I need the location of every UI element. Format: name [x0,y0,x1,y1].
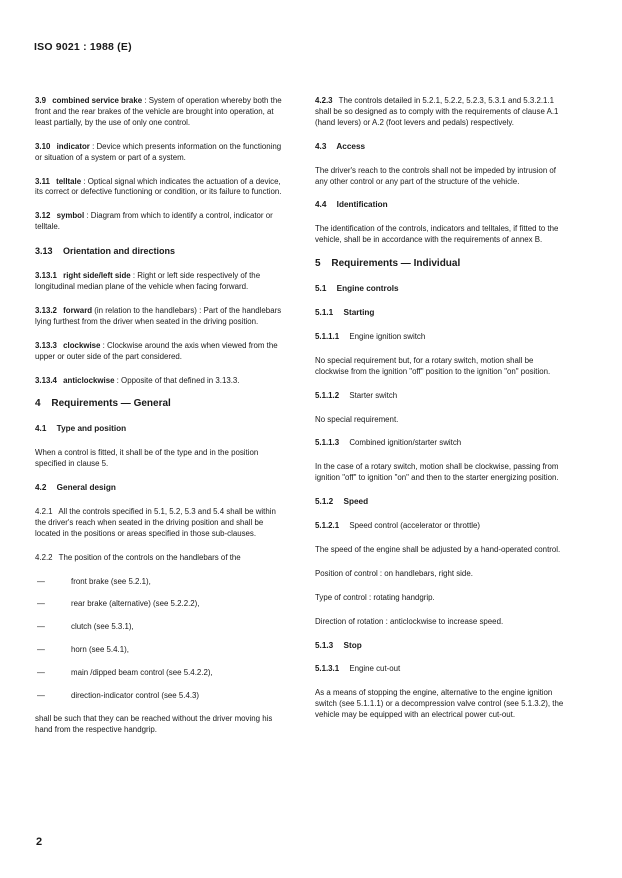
list-item: — front brake (see 5.2.1), [35,577,289,588]
clause-number: 5.1.1.1 [315,331,340,341]
list-item: — rear brake (alternative) (see 5.2.2.2), [35,599,289,610]
heading-4-3 [315,142,568,153]
clause-3-13-3 [35,341,289,363]
definition-text: : Optical signal which indicates the actuation of a device, its correct or defective functioning or condition, or its failure to function. [35,176,282,197]
clause-3-9 [35,96,289,129]
clause-number: 5.1.2 [315,497,334,507]
clause-5-1-2-1-text: The speed of the engine shall be adjusted by a hand-operated control. [315,544,561,554]
heading-4-2 [35,483,289,494]
heading-5-1-3-1 [315,664,568,675]
heading-title: Speed [343,497,369,507]
clause-number: 3.13.4 [35,375,57,385]
heading-title: General design [56,483,116,493]
heading-5 [315,259,568,270]
left-column [35,96,289,749]
clause-3-10 [35,142,289,164]
heading-5-1-1 [315,308,568,319]
clause-5-1-1-3-text: In the case of a rotary switch, motion shall be clockwise, passing from ignition "off" to ignition "on" and then to the starter energizing position. [315,462,559,483]
clause-number: 3.11 [35,176,50,186]
clause-number: 3.13.1 [35,271,57,281]
clause-5-1-3-1-text: As a means of stopping the engine, alternative to the engine ignition switch (see 5.1.1.1) or a decompression valve control (see 5.1.3.2), the vehicle may be equipped with an electrical power cut-out. [315,688,564,720]
clause-4-2-1 [35,507,289,540]
heading-title: Requirements — General [51,398,171,410]
term: clockwise [63,340,101,350]
clause-number: 5.1.1 [315,307,334,317]
page-number: 2 [36,836,43,848]
handlebar-controls-list [35,577,289,702]
clause-3-13-2 [35,306,289,328]
heading-title: Type and position [56,424,127,434]
heading-title: Access [336,141,366,151]
heading-title: Orientation and directions [63,246,176,257]
heading-4-4 [315,200,568,211]
heading-title: Identification [336,200,388,210]
clause-number: 4.4 [315,200,327,210]
clause-3-13-1 [35,271,289,293]
control-position: Position of control : on handlebars, right side. [315,568,473,578]
term: symbol [56,211,85,221]
clause-number: 4.2.3 [315,96,333,105]
clause-4-2-2 [35,553,289,564]
heading-4 [35,399,289,410]
clause-number: 4.1 [35,424,47,434]
clause-3-11 [35,177,289,199]
definition-text: : Device which presents information on the functioning or situation of a system or part of a system. [35,141,282,162]
heading-5-1-1-3 [315,438,568,449]
clause-number: 4.2 [35,483,47,493]
clause-4-3-text: The driver's reach to the controls shall not be impeded by intrusion of any other control or any part of the structure of the vehicle. [315,165,556,186]
clause-text: The controls detailed in 5.2.1, 5.2.2, 5.2.3, 5.3.1 and 5.3.2.1.1 shall be so designed as to comply with the requirements of clause A.1 (hand levers) or A.2 (foot levers and pedals) respectively. [315,96,559,127]
definition-text: : Diagram from which to identify a control, indicator or telltale. [35,211,273,232]
clause-number: 5 [315,258,321,270]
heading-title: Starting [343,307,375,317]
list-item: — clutch (see 5.3.1), [35,622,289,633]
clause-number: 3.13.2 [35,305,57,315]
heading-4-1 [35,424,289,435]
clause-number: 3.13.3 [35,340,57,350]
document-header: ISO 9021 : 1988 (E) [34,41,132,53]
definition-text: : Right or left side respectively of the longitudinal median plane of the vehicle when facing forward. [35,271,261,291]
clause-4-2-2-after: shall be such that they can be reached without the driver moving his hand from the respective handgrip. [35,714,273,734]
heading-title: Engine cut-out [349,664,401,674]
list-item: — main /dipped beam control (see 5.4.2.2), [35,668,289,679]
clause-number: 5.1.2.1 [315,521,340,531]
heading-5-1-2-1 [315,521,568,532]
heading-3-13 [35,246,289,257]
clause-number: 5.1.3.1 [315,664,340,674]
clause-number: 5.1.1.2 [315,390,340,400]
term: forward [63,305,93,315]
clause-3-13-4 [35,376,289,387]
control-direction: Direction of rotation : anticlockwise to increase speed. [315,616,504,626]
definition-text: : Opposite of that defined in 3.13.3. [116,375,240,385]
heading-title: Starter switch [349,390,398,400]
clause-number: 4 [35,398,41,410]
clause-5-1-1-2-text: No special requirement. [315,414,399,424]
heading-5-1-3 [315,641,568,652]
definition-text: : Clockwise around the axis when viewed from the upper or outer side of the part considered. [35,340,278,361]
clause-number: 4.3 [315,141,327,151]
clause-number: 3.12 [35,211,51,221]
definition-text: (in relation to the handlebars) : Part of the handlebars lying furthest from the driver when seated in the driving position. [35,305,282,326]
control-type: Type of control : rotating handgrip. [315,592,435,602]
clause-number: 3.10 [35,141,51,151]
clause-4-1-text: When a control is fitted, it shall be of the type and in the position specified in clause 5. [35,448,259,469]
heading-title: Speed control (accelerator or throttle) [349,521,481,531]
term: combined service brake [52,96,143,105]
clause-text: All the controls specified in 5.1, 5.2, 5.3 and 5.4 shall be within the driver's reach when seated in the driving position and shall be located in the positions or areas specified in those sub-clauses. [35,506,276,538]
clause-number: 5.1.3 [315,640,334,650]
clause-number: 4.2.2 [35,552,53,562]
heading-5-1 [315,284,568,295]
term: right side/left side [63,271,131,281]
heading-title: Requirements — Individual [331,258,461,270]
right-column [315,96,568,734]
clause-number: 5.1.1.3 [315,438,340,448]
heading-5-1-1-1 [315,332,568,343]
clause-3-12 [35,211,289,233]
clause-number: 5.1 [315,284,327,294]
clause-number: 3.9 [35,96,46,105]
list-item: — horn (see 5.4.1), [35,645,289,656]
clause-number: 3.13 [35,246,53,257]
heading-5-1-2 [315,497,568,508]
clause-number: 4.2.1 [35,506,53,516]
list-item: — direction-indicator control (see 5.4.3) [35,691,289,702]
term: indicator [56,141,90,151]
clause-5-1-1-1-text: No special requirement but, for a rotary switch, motion shall be clockwise from the ignition "off" position to the ignition "on" position. [315,355,551,376]
clause-4-2-3 [315,96,568,129]
heading-title: Engine ignition switch [349,331,426,341]
term: telltale [56,176,82,186]
clause-4-4-text: The identification of the controls, indicators and telltales, if fitted to the vehicle, shall be in accordance with the requirements of annex B. [315,224,559,245]
heading-5-1-1-2 [315,391,568,402]
heading-title: Stop [343,640,362,650]
heading-title: Combined ignition/starter switch [349,438,462,448]
definition-text: : System of operation whereby both the front and the rear brakes of the vehicle are brought into operation, at least partially, by the use of only one control. [35,96,282,127]
heading-title: Engine controls [336,284,399,294]
clause-text: The position of the controls on the handlebars of the [58,552,241,562]
term: anticlockwise [63,375,115,385]
